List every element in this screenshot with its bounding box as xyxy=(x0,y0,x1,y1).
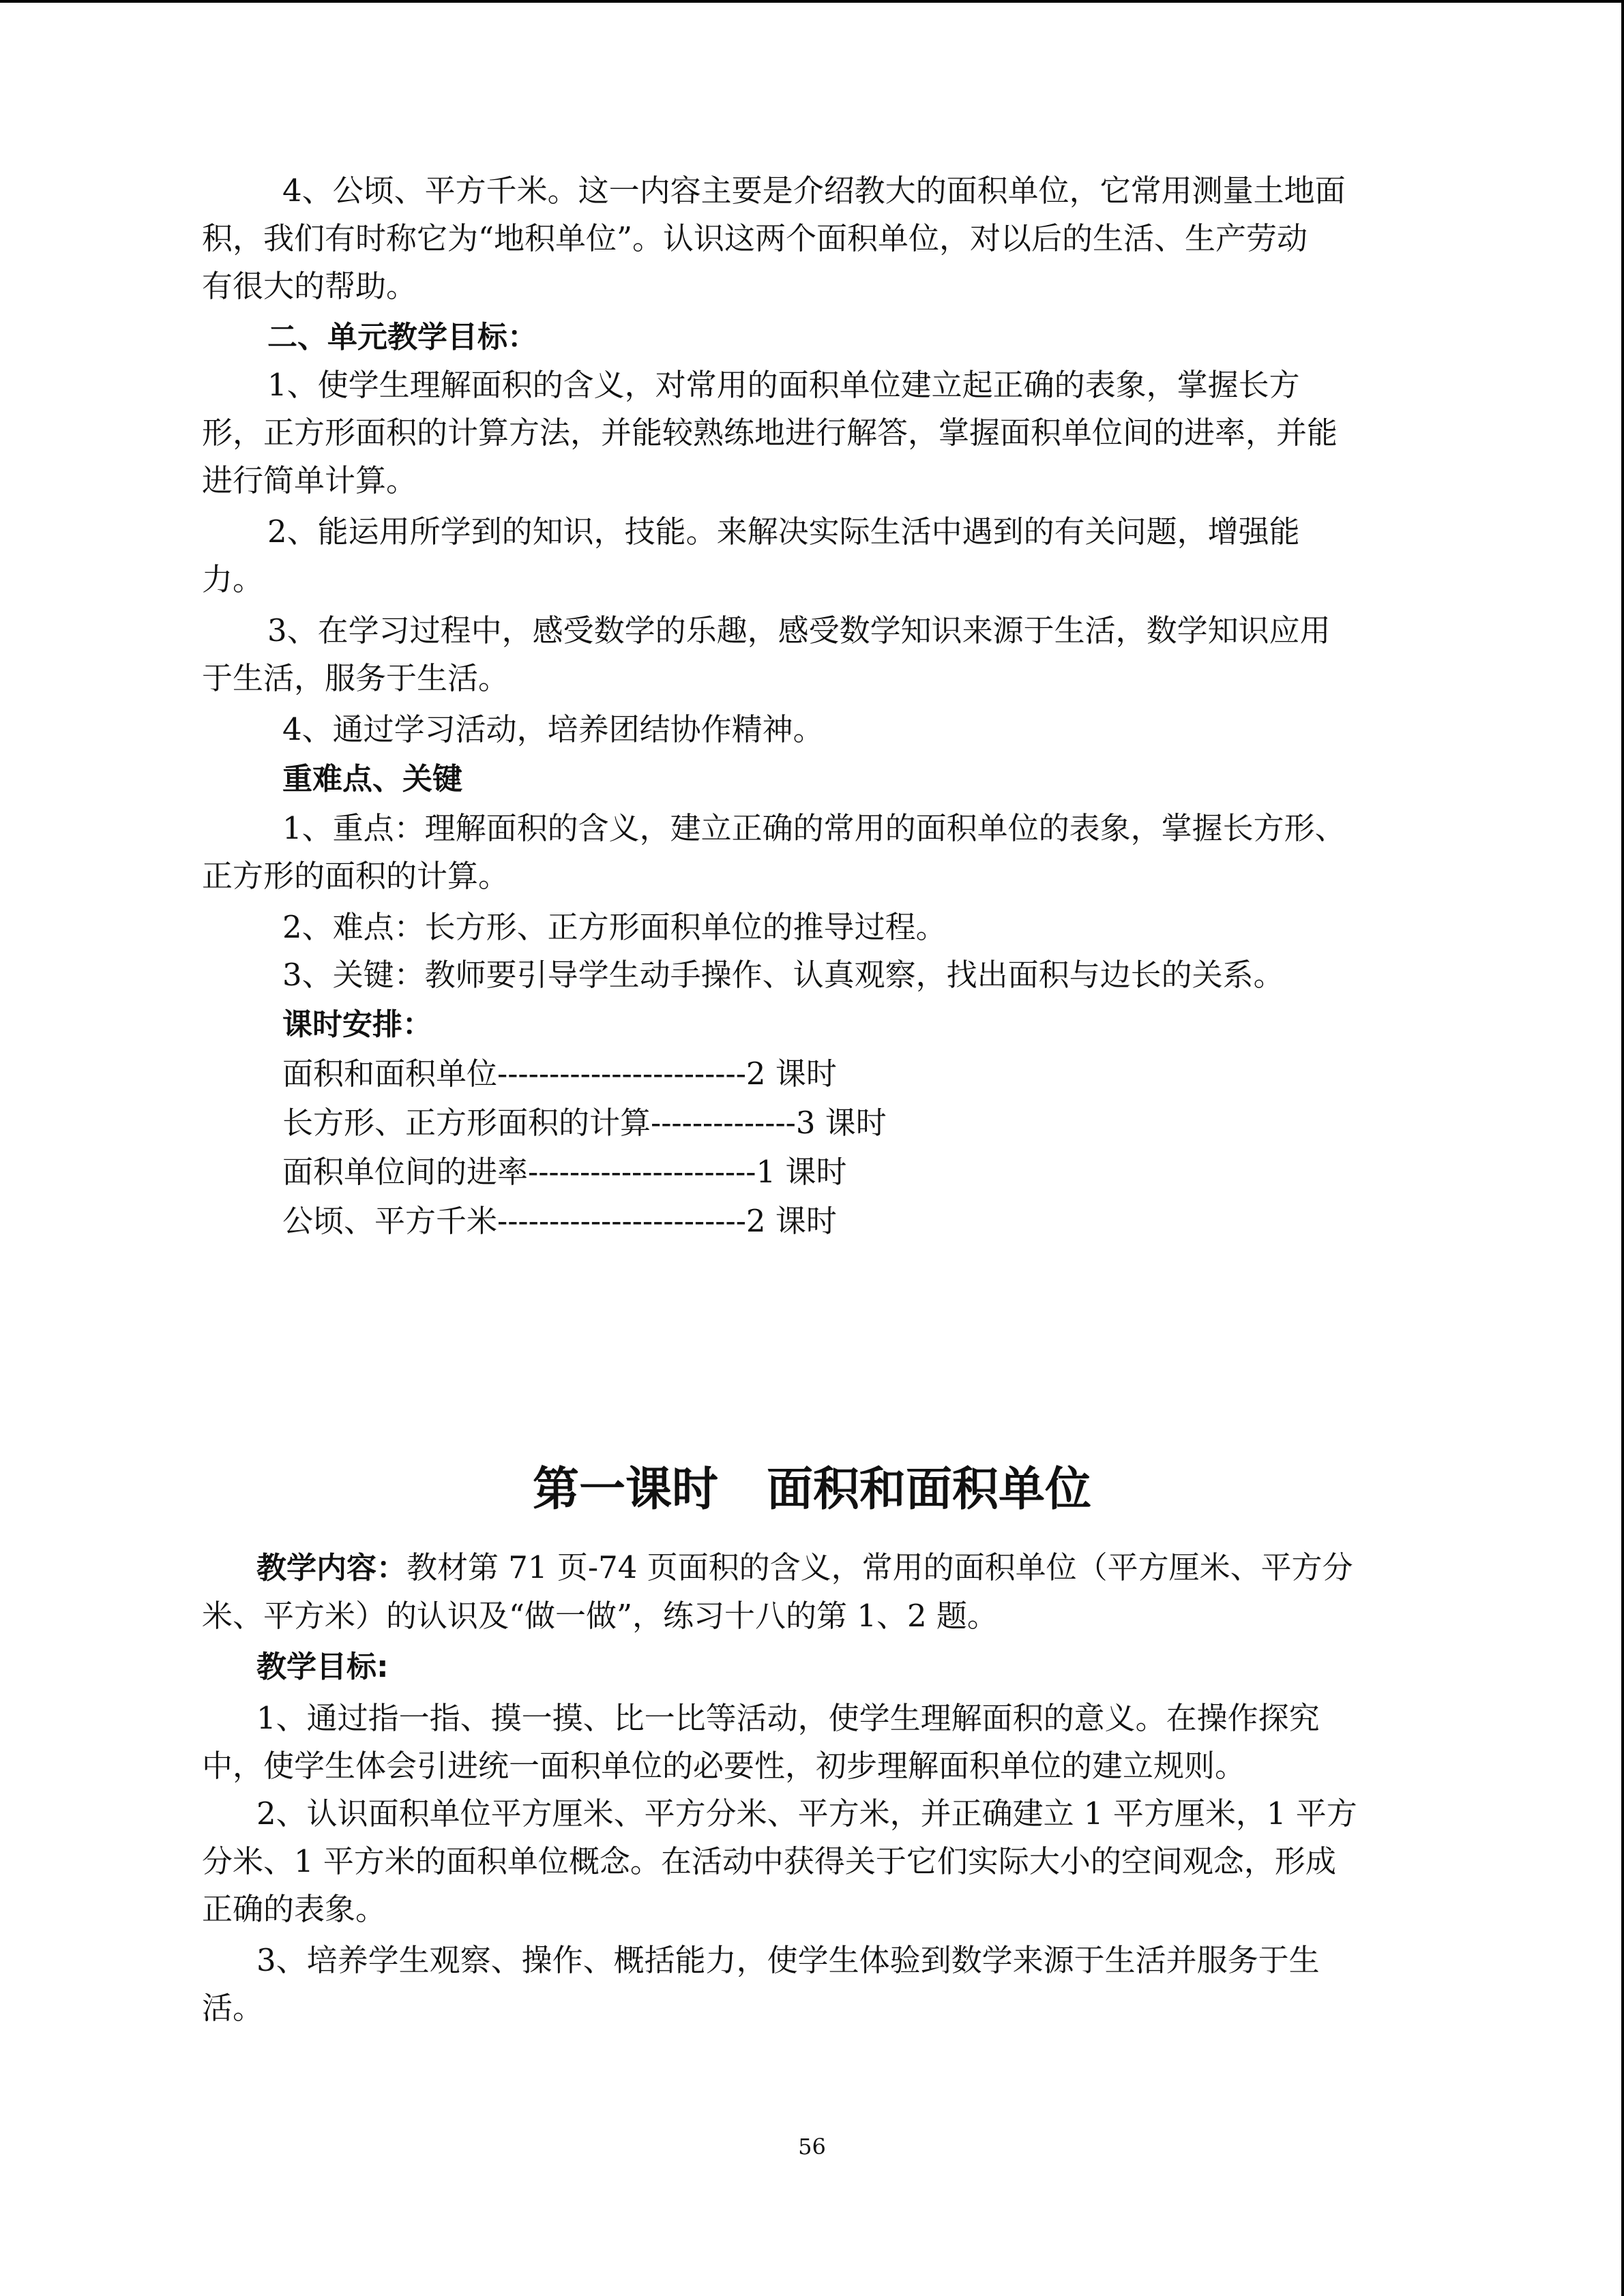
unit-goal2-line1: 2、能运用所学到的知识，技能。来解决实际生活中遇到的有关问题，增强能 xyxy=(267,513,1300,550)
unit-goal1-line1: 1、使学生理解面积的含义，对常用的面积单位建立起正确的表象，掌握长方 xyxy=(267,367,1300,403)
key-point1-line1: 1、重点：理解面积的含义，建立正确的常用的面积单位的表象，掌握长方形、 xyxy=(282,810,1346,846)
page-top-border xyxy=(0,0,1624,3)
lesson1-goal3-line1: 3、培养学生观察、操作、概括能力，使学生体验到数学来源于生活并服务于生 xyxy=(256,1942,1320,1978)
intro-para4-line2: 积，我们有时称它为“地积单位”。认识这两个面积单位，对以后的生活、生产劳动 xyxy=(202,220,1308,256)
schedule-row: 长方形、正方形面积的计算--------------3 课时 xyxy=(282,1105,887,1141)
lesson1-goal2-line2: 分米、1 平方米的面积单位概念。在活动中获得关于它们实际大小的空间观念，形成 xyxy=(202,1843,1336,1879)
lesson1-goal1-line2: 中，使学生体会引进统一面积单位的必要性，初步理解面积单位的建立规则。 xyxy=(202,1748,1246,1784)
intro-para4-line3: 有很大的帮助。 xyxy=(202,268,417,304)
schedule-row: 面积和面积单位------------------------2 课时 xyxy=(282,1056,837,1092)
lesson1-goal2-line3: 正确的表象。 xyxy=(202,1891,387,1927)
lesson1-content-line1 xyxy=(256,1544,1353,1592)
unit-goal3-line2: 于生活，服务于生活。 xyxy=(202,660,510,696)
lesson1-goal1-line1: 1、通过指一指、摸一摸、比一比等活动，使学生理解面积的意义。在操作探究 xyxy=(256,1700,1320,1736)
lesson1-goal3-line2: 活。 xyxy=(202,1990,264,2026)
unit-goal2-line2: 力。 xyxy=(202,561,264,597)
unit-goals-title: 二、单元教学目标： xyxy=(267,320,537,355)
page-right-border xyxy=(1621,0,1624,2296)
key-point3: 3、关键：教师要引导学生动手操作、认真观察，找出面积与边长的关系。 xyxy=(282,957,1284,993)
lesson1-goals-title: 教学目标: xyxy=(256,1650,389,1684)
schedule-row: 公顷、平方千米------------------------2 课时 xyxy=(282,1203,837,1239)
key-point2: 2、难点：长方形、正方形面积单位的推导过程。 xyxy=(282,909,947,945)
unit-goal3-line1: 3、在学习过程中，感受数学的乐趣，感受数学知识来源于生活，数学知识应用 xyxy=(267,612,1331,648)
schedule-title: 课时安排： xyxy=(282,1007,432,1042)
intro-para4-line1: 4、公顷、平方千米。这一内容主要是介绍教大的面积单位，它常用测量土地面 xyxy=(282,173,1346,209)
schedule-row: 面积单位间的进率----------------------1 课时 xyxy=(282,1154,847,1190)
lesson1-content-label: 教学内容： xyxy=(256,1551,407,1585)
lesson1-content-line2: 米、平方米）的认识及“做一做”，练习十八的第 1、2 题。 xyxy=(202,1598,998,1634)
lesson1-goal2-line1: 2、认识面积单位平方厘米、平方分米、平方米，并正确建立 1 平方厘米，1 平方 xyxy=(256,1795,1357,1832)
lesson1-title: 第一课时 面积和面积单位 xyxy=(532,1463,1092,1517)
page-number: 56 xyxy=(798,2134,826,2160)
unit-goal1-line3: 进行简单计算。 xyxy=(202,462,417,498)
unit-goal1-line2: 形，正方形面积的计算方法，并能较熟练地进行解答，掌握面积单位间的进率，并能 xyxy=(202,415,1338,451)
unit-goal4: 4、通过学习活动，培养团结协作精神。 xyxy=(282,711,824,747)
lesson1-content-text: 教材第 71 页-74 页面积的含义，常用的面积单位（平方厘米、平方分 xyxy=(407,1549,1353,1585)
key-points-title: 重难点、关键 xyxy=(282,762,462,796)
key-point1-line2: 正方形的面积的计算。 xyxy=(202,858,510,894)
